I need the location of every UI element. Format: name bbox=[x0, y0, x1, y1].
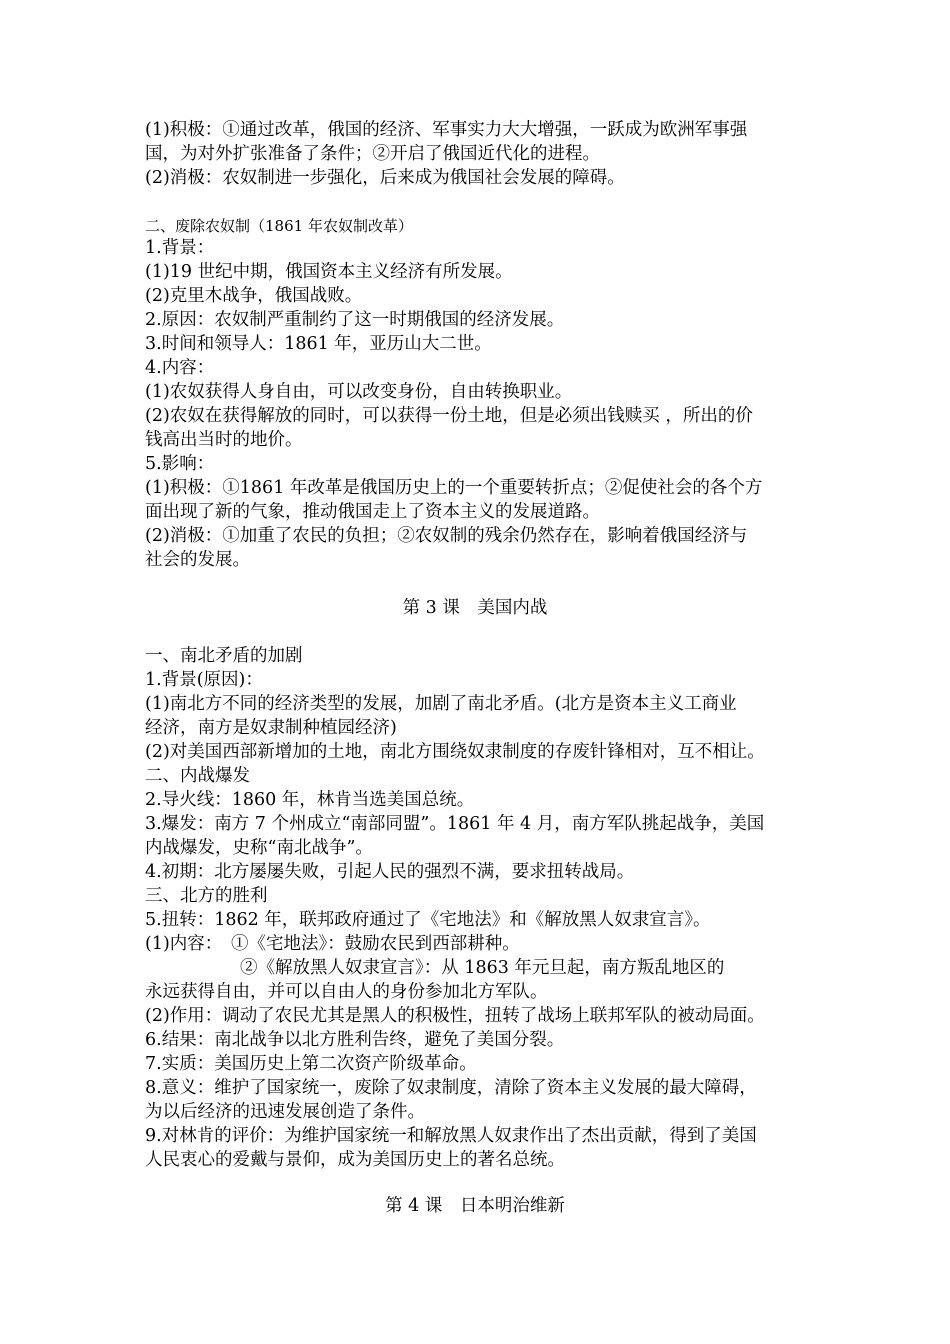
text-line: 2.原因：农奴制严重制约了这一时期俄国的经济发展。 bbox=[145, 310, 565, 330]
section-heading: 二、废除农奴制（1861 年农奴制改革） bbox=[145, 217, 413, 235]
text-line: (2)消极：①加重了农民的负担；②农奴制的残余仍然存在，影响着俄国经济与 bbox=[145, 526, 748, 546]
section-heading: 二、内战爆发 bbox=[145, 766, 250, 786]
lesson-title: 第 3 课 美国内战 bbox=[402, 598, 548, 618]
text-line: (1)南北方不同的经济类型的发展，加剧了南北矛盾。(北方是资本主义工商业 bbox=[145, 694, 737, 714]
text-line: (2)消极：农奴制进一步强化，后来成为俄国社会发展的障碍。 bbox=[145, 168, 625, 188]
text-line: 面出现了新的气象，推动俄国走上了资本主义的发展道路。 bbox=[145, 502, 600, 522]
text-line: 4.内容： bbox=[145, 358, 215, 378]
text-line: (1)内容： ①《宅地法》：鼓励农民到西部耕种。 bbox=[145, 934, 520, 954]
text-line: 6.结果：南北战争以北方胜利告终，避免了美国分裂。 bbox=[145, 1030, 565, 1050]
section-heading: 一、南北矛盾的加剧 bbox=[145, 646, 303, 666]
text-line: (1)积极：①通过改革，俄国的经济、军事实力大大增强，一跃成为欧洲军事强 bbox=[145, 120, 748, 140]
text-line: 钱高出当时的地价。 bbox=[145, 430, 303, 450]
text-line: 9.对林肯的评价：为维护国家统一和解放黑人奴隶作出了杰出贡献，得到了美国 bbox=[145, 1126, 757, 1146]
text-line: 2.导火线：1860 年，林肯当选美国总统。 bbox=[145, 790, 475, 810]
text-line: 3.时间和领导人：1861 年，亚历山大二世。 bbox=[145, 334, 492, 354]
text-line: (1)19 世纪中期，俄国资本主义经济有所发展。 bbox=[145, 262, 513, 282]
text-line: 内战爆发，史称“南北战争”。 bbox=[145, 838, 373, 858]
lesson-title: 第 4 课 日本明治维新 bbox=[385, 1196, 565, 1216]
text-line: 人民衷心的爱戴与景仰，成为美国历史上的著名总统。 bbox=[145, 1150, 565, 1170]
text-line: 1.背景(原因)： bbox=[145, 670, 263, 690]
section-heading: 三、北方的胜利 bbox=[145, 886, 268, 906]
text-line: (2)农奴在获得解放的同时，可以获得一份土地，但是必须出钱赎买 ，所出的价 bbox=[145, 406, 753, 426]
text-line: 永远获得自由，并可以自由人的身份参加北方军队。 bbox=[145, 982, 548, 1002]
text-line: (2)克里木战争，俄国战败。 bbox=[145, 286, 363, 306]
text-line: 5.扭转：1862 年，联邦政府通过了《宅地法》和《解放黑人奴隶宣言》。 bbox=[145, 910, 711, 930]
text-line: (1)积极：①1861 年改革是俄国历史上的一个重要转折点；②促使社会的各个方 bbox=[145, 478, 763, 498]
text-line: 经济，南方是奴隶制种植园经济) bbox=[145, 718, 397, 738]
text-line: 国，为对外扩张准备了条件；②开启了俄国近代化的进程。 bbox=[145, 144, 600, 164]
text-line: 社会的发展。 bbox=[145, 550, 250, 570]
text-line: (1)农奴获得人身自由，可以改变身份，自由转换职业。 bbox=[145, 382, 573, 402]
text-line: 为以后经济的迅速发展创造了条件。 bbox=[145, 1102, 425, 1122]
text-line: 3.爆发：南方 7 个州成立“南部同盟”。1861 年 4 月，南方军队挑起战争，美国 bbox=[145, 814, 765, 834]
text-line: 4.初期：北方屡屡失败，引起人民的强烈不满，要求扭转战局。 bbox=[145, 862, 635, 882]
text-line: 5.影响： bbox=[145, 454, 215, 474]
text-line: (2)作用：调动了农民尤其是黑人的积极性，扭转了战场上联邦军队的被动局面。 bbox=[145, 1006, 765, 1026]
text-line: (2)对美国西部新增加的土地，南北方围绕奴隶制度的存废针锋相对，互不相让。 bbox=[145, 742, 765, 762]
text-line: ②《解放黑人奴隶宣言》：从 1863 年元旦起，南方叛乱地区的 bbox=[240, 958, 725, 978]
text-line: 7.实质：美国历史上第二次资产阶级革命。 bbox=[145, 1054, 477, 1074]
text-line: 1.背景： bbox=[145, 238, 215, 258]
text-line: 8.意义：维护了国家统一，废除了奴隶制度，清除了资本主义发展的最大障碍， bbox=[145, 1078, 757, 1098]
